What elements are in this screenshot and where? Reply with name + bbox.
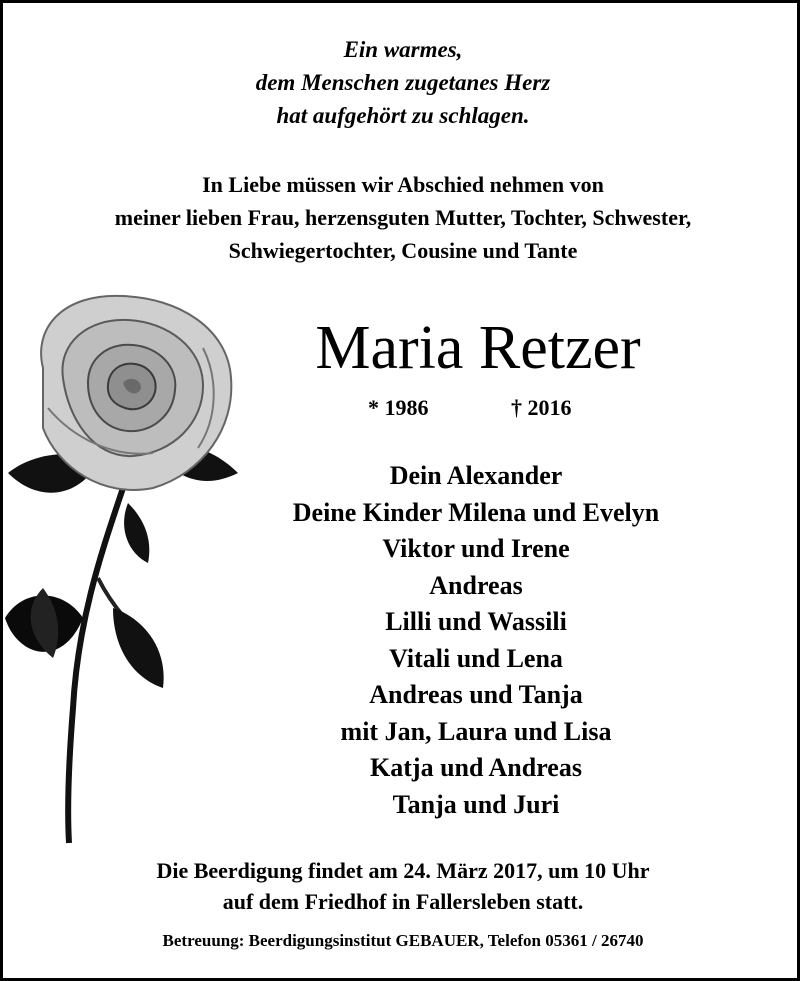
quote-line: dem Menschen zugetanes Herz — [255, 70, 551, 95]
mourner-line: Tanja und Juri — [392, 789, 560, 819]
birth-year: * 1986 — [368, 395, 429, 420]
deceased-name: Maria Retzer — [315, 314, 641, 382]
mourner-line: Andreas — [429, 570, 523, 600]
funeral-line: Die Beerdigung findet am 24. März 2017, um 10 Uhr — [156, 858, 650, 883]
mourner-line: Deine Kinder Milena und Evelyn — [292, 497, 660, 527]
mourner-line: Lilli und Wassili — [385, 607, 567, 636]
quote-line: Ein warmes, — [343, 37, 463, 62]
mourners-list — [236, 458, 716, 823]
intro-line: meiner lieben Frau, herzensguten Mutter, Tochter, Schwester, — [114, 205, 692, 230]
mourner-line: Andreas und Tanja — [369, 680, 583, 709]
mourner-line: Katja und Andreas — [370, 753, 582, 782]
funeral-info — [3, 855, 800, 917]
mourner-line: Dein Alexander — [389, 461, 563, 490]
care-info: Betreuung: Beerdigungsinstitut GEBAUER, Telefon 05361 / 26740 — [162, 931, 644, 950]
death-year: † 2016 — [511, 395, 572, 420]
mourner-line: mit Jan, Laura und Lisa — [340, 716, 612, 746]
intro-line: Schwiegertochter, Cousine und Tante — [228, 238, 578, 263]
rose-icon — [3, 288, 248, 848]
funeral-line: auf dem Friedhof in Fallersleben statt. — [222, 889, 584, 914]
intro-line: In Liebe müssen wir Abschied nehmen von — [202, 172, 604, 197]
intro-text — [3, 168, 800, 267]
opening-quote — [3, 33, 800, 132]
mourner-line: Viktor und Irene — [382, 534, 570, 563]
quote-line: hat aufgehört zu schlagen. — [276, 103, 530, 128]
mourner-line: Vitali und Lena — [389, 643, 563, 673]
